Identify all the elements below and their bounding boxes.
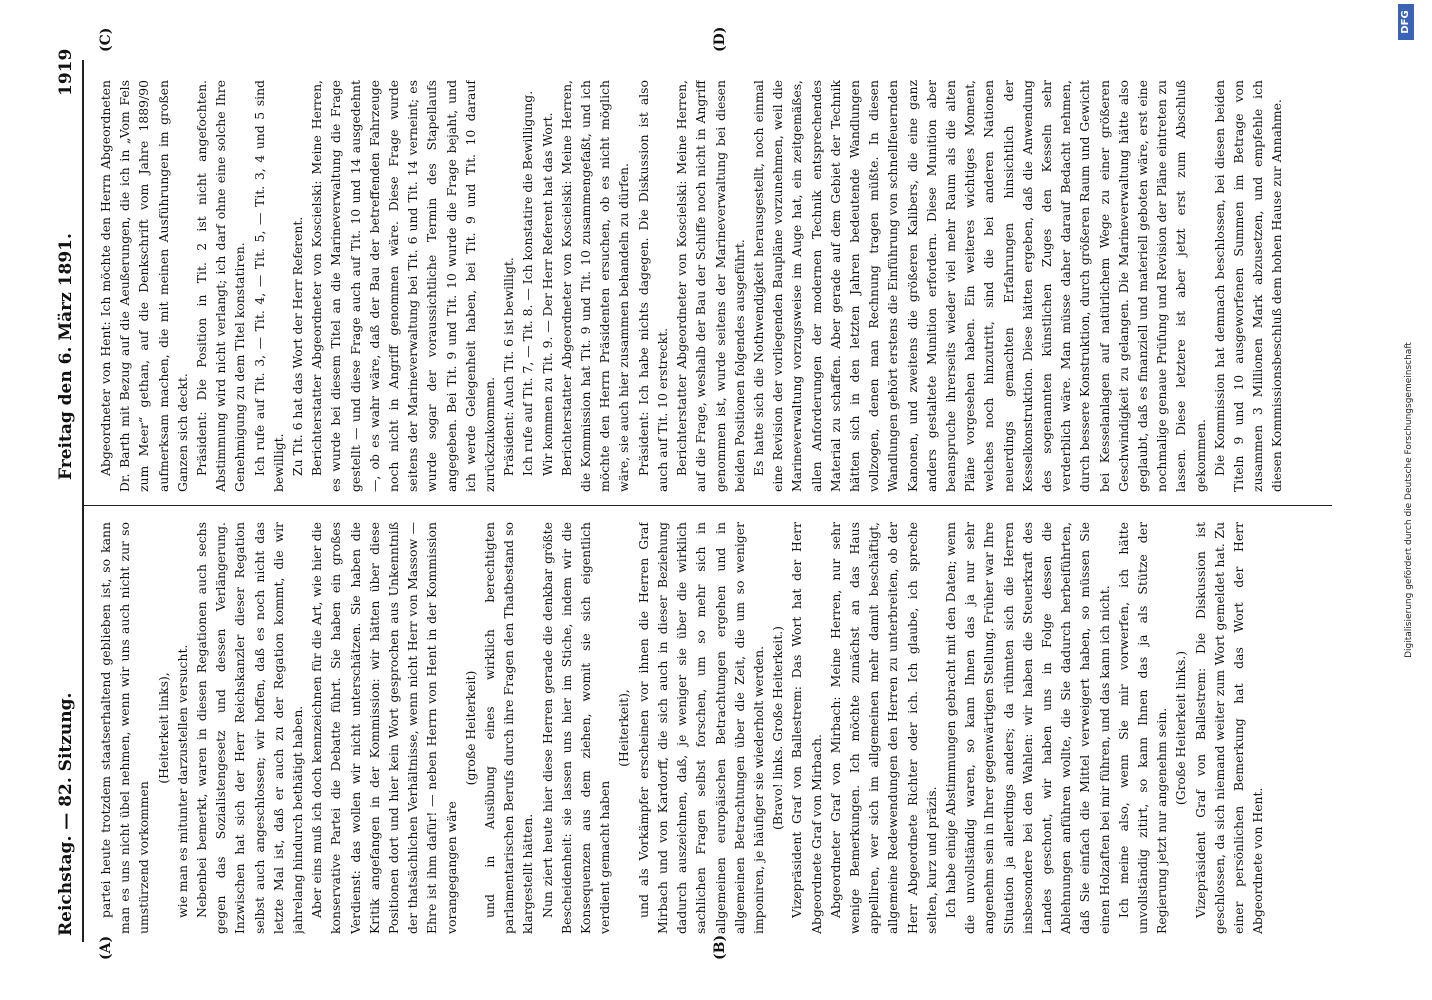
page-number: 1919 [56, 48, 76, 96]
digitization-note: Digitalisierung gefördert durch die Deutsche Forschungsgemeinschaft [1404, 342, 1414, 658]
paragraph: Berichterstatter Abgeordneter von Koscielski: Meine Herren, es wurde bei diesem Titel an die Marineverwaltung die Frage gestellt — und diese Frage auch auf Tit. 10 und 14 ausgedehnt —, ob es wahr wäre, daß der Bau der betreffenden Fahrzeuge noch nicht in Angriff genommen wäre. Diese Frage wurde seitens der Marineverwaltung bei Tit. 6 und Tit. 14 verneint; es wurde sogar der voraussichtliche Termin des Stapellaufs angegeben. Bei Tit. 9 und Tit. 10 wurde die Frage bejaht, und ich werde Gelegenheit haben, bei Tit. 9 und Tit. 10 darauf zurückzukommen. [309, 80, 498, 492]
paragraph: Vizepräsident Graf von Ballestrem: Die Diskussion ist geschlossen, da sich niemand weiter zum Wort gemeldet hat. Zu einer persönlichen Bemerkung hat das Wort der Herr Abgeordnete von Hent. [1192, 522, 1266, 934]
paragraph: Abgeordneter Graf von Mirbach: Meine Herren, nur sehr wenige Bemerkungen. Ich möchte zunächst an das Haus appelliren, wer sich im allgemeinen mehr damit beschäftigt, allgemeine Redewendungen den Herren zu unterbreiten, ob der Herr Abgeordnete Richter oder ich. Ich glaube, ich spreche selten, kurz und präzis. [827, 522, 939, 934]
margin-mark-a: (A) [98, 935, 114, 960]
stage-direction: (Bravo! links. Große Heiterkeit.) [770, 626, 786, 830]
paragraph: Nun ziert heute hier diese Herren gerade die denkbar größte Bescheidenheit: sie lassen uns hier im Stiche, indem wir die Konsequenzen aus dem ziehen, womit sie sich eigentlich verdient gemacht haben [539, 522, 613, 934]
paragraph: Wir kommen zu Tit. 9. — Der Herr Referent hat das Wort. [539, 112, 555, 476]
paragraph: Es hatte sich die Nothwendigkeit herausgestellt, noch einmal eine Revision der vorliegenden Baupläne vorzunehmen, weil die Marineverwaltung vorzugsweise im Auge hat, ein zeitgemäßes, allen Anforderungen der modernen Technik entsprechendes Material zu schaffen. Aber gerade auf dem Gebiet der Technik hätten sich in den letzten Jahren bedeutende Wandlungen vollzogen, denen man Rechnung tragen müßte. In diesen Wandlungen gehört erstens die Einführung von schnellfeuernden Kanonen, und zweitens die größeren Kalibers, die eine ganz anders gestaltete Munition erfordern. Diese Munition aber beanspruche ihrerseits wieder viel mehr Raum als die alten Pläne vorgesehen haben. Ein weiteres wichtiges Moment, welches noch hinzutritt, sind die bei anderen Nationen neuerdings gemachten Erfahrungen hinsichtlich der Kesselkonstruktion. Diese hätten ergeben, daß die Anwendung des sogenannten künstlichen Zuges den Kesseln sehr verderblich wäre. Man müsse daher darauf Bedacht nehmen, durch bessere Konstruktion, durch größeren Raum und Gewicht bei Kesselanlagen auf natürlichem Wege zu einer größeren Geschwindigkeit zu gelangen. Die Marineverwaltung hätte also geglaubt, daß es finanziell und materiell geboten wäre, erst eine nochmalige genaue Prüfung und Revision der Pläne eintreten zu lassen. Diese letztere ist aber jetzt erst zum Abschluß gekommen. [750, 80, 1208, 492]
paragraph: Die Kommission hat demnach beschlossen, bei diesen beiden Titeln 9 und 10 ausgeworfenen Summen im Betrage von zusammen 3 Millionen Mark abzusetzen, und empfehle ich diesen Kommissionsbeschluß dem hohen Hause zur Annahme. [1211, 80, 1285, 492]
paragraph: wie man es mitunter darzustellen versucht. [174, 644, 190, 918]
paragraph: Abgeordneter von Hent: Ich möchte den Herrn Abgeordneten Dr. Barth mit Bezug auf die Aeußerungen, die ich in „Vom Fels zum Meer“ gethan, auf die Denkschrift vom Jahre 1889/90 aufmerksam machen, die mit meinen Ausführungen im großen Ganzen sich deckt. [98, 80, 190, 492]
paragraph: und in Ausübung eines wirklich berechtigten parlamentarischen Berufs durch ihre Fragen den Thatbestand so klargestellt hätten. [482, 522, 536, 934]
paragraph: Präsident: Die Position in Tit. 2 ist nicht angefochten. Abstimmung wird nicht verlangt; ich darf ohne eine solche Ihre Genehmigung zu dem Titel konstatiren. [194, 80, 248, 492]
paragraph: und als Vorkämpfer erscheinen vor ihnen die Herren Graf Mirbach und von Kardorff, die sich auch in dieser Beziehung dadurch auszeichnen, daß, je weniger sie über die wirklich sachlichen Fragen selbst forschen, um so mehr sich in allgemeinen europäischen Betrachtungen ergehen und in allgemeinen Betrachtungen über die Zeit, die um so weniger imponiren, je häufiger sie wiederholt werden. [635, 522, 766, 934]
stage-direction: (große Heiterkeit) [462, 670, 478, 786]
paragraph: Ich meine also, wenn Sie mir vorwerfen, ich hätte unvollständig zitirt, so kann Ihnen das ja als Stütze der Regierung jetzt nur angenehm sein. [1115, 522, 1170, 934]
header-date: Freitag den 6. März 1891. [56, 233, 76, 480]
stage-direction: (Heiterkeit), [616, 689, 632, 767]
paragraph: Zu Tit. 6 hat das Wort der Herr Referent. [290, 216, 306, 476]
header-session: Reichstag. — 82. Sitzung. [56, 692, 76, 936]
column-divider [82, 505, 1332, 506]
paragraph: Ich rufe auf Tit. 7, — Tit. 8. — Ich konstatire die Bewilligung. [520, 90, 536, 476]
paragraph: Präsident: Ich habe nichts dagegen. Die Diskussion ist also auch auf Tit. 10 erstreckt. [635, 80, 670, 492]
stage-direction: (Große Heiterkeit links.) [1173, 650, 1189, 806]
paragraph: partei heute trotzdem staatserhaltend geblieben ist, so kann man es uns nicht übel nehmen, wenn wir uns auch nicht zur so umstürzend vorkommen [98, 522, 152, 934]
paragraph: Aber eins muß ich doch kennzeichnen für die Art, wie hier die konservative Partei die Debatte führt. Sie haben ein großes Verdienst: das wollen wir nicht unterschätzen. Sie haben die Kritik angefangen in der Kommission: wir hätten über diese Positionen dort und hier kein Wort gesprochen aus Unkenntniß der thatsächlichen Verhältnisse, wenn nicht Herr von Massow — Ehre ist ihm dafür! — neben Herrn von Hent in der Kommission vorangegangen wäre [309, 522, 459, 934]
margin-mark-c: (C) [98, 27, 114, 52]
paragraph: Präsident: Auch Tit. 6 ist bewilligt. [501, 257, 517, 476]
margin-mark-d: (D) [712, 26, 728, 52]
text-column-right [96, 80, 1326, 492]
paragraph: Berichterstatter Abgeordneter von Koscielski: Meine Herren, die Kommission hat Tit. 9 und Tit. 10 zusammengefaßt, und ich möchte den Herrn Präsidenten ersuchen, ob es nicht möglich wäre, sie auch hier zusammen behandeln zu dürfen. [558, 80, 632, 492]
margin-mark-b: (B) [712, 934, 728, 960]
paragraph: Berichterstatter Abgeordneter von Koscielski: Meine Herren, auf die Frage, weshalb der Bau der Schiffe noch nicht in Angriff genommen ist, wurde seitens der Marineverwaltung bei diesen beiden Positionen folgendes ausgeführt. [674, 80, 747, 492]
paragraph: Nebenbei bemerkt, waren in diesen Regationen auch sechs gegen das Sozialistengesetz und dessen Verlängerung. Inzwischen hat sich der Herr Reichskanzler dieser Regation selbst auch angeschlossen; wir hoffen, daß es noch nicht das letzte Mal ist, daß er auch zu der Regation kommt, die wir jahrelang hindurch bethätigt haben. [194, 522, 306, 934]
stage-direction: (Heiterkeit links), [155, 672, 171, 784]
dfg-logo: DFG [1398, 4, 1414, 40]
paragraph: Ich habe einige Abstimmungen gebracht mit den Daten; wenn die unvollständig waren, so kann Ihnen das ja nur sehr angenehm sein in Ihrer gegenwärtigen Stellung. Früher war Ihre Situation ja allerdings anders; da rühmten sich die Herren insbesondere bei den Wahlen: wir haben die Steuerkraft des Landes geschont, wir haben uns in Folge dessen die Ablehnungen anführen wollte, die Sie dadurch herbeiführten, daß Sie einfach die Mittel verweigert haben, so müssen Sie einen Holzaften bei mir führen, und das kann ich nicht. [942, 522, 1112, 934]
header-rule [82, 60, 84, 942]
paragraph: Vizepräsident Graf von Ballestrem: Das Wort hat der Herr Abgeordnete Graf von Mirbach. [789, 522, 824, 934]
paragraph: Ich rufe auf Tit. 3, — Tit. 4, — Tit. 5, — Tit. 3, 4 und 5 sind bewilligt. [251, 80, 286, 492]
text-column-left [96, 522, 1326, 934]
